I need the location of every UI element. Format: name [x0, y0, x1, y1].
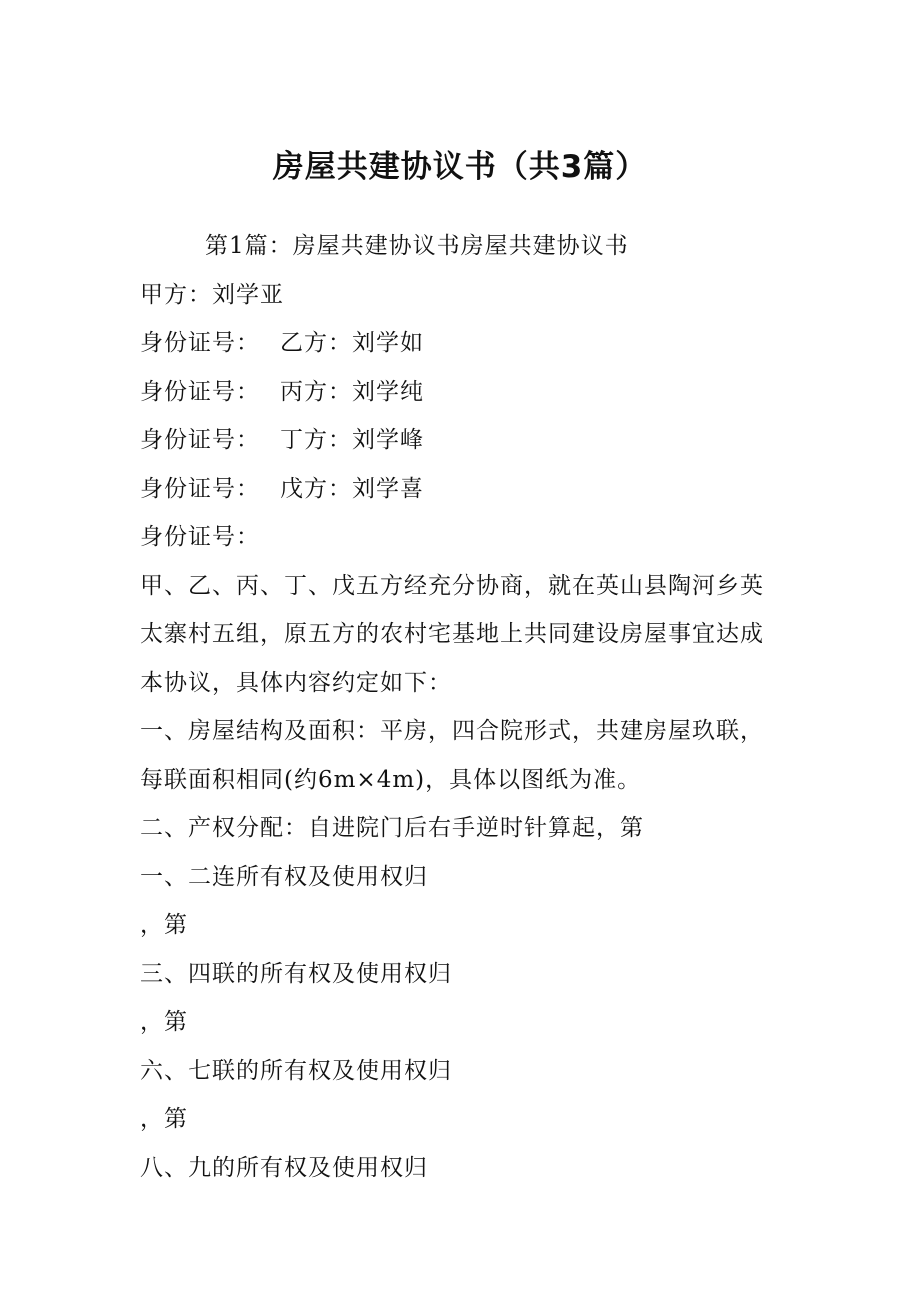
- clause-2-line: 六、七联的所有权及使用权归: [140, 1057, 452, 1084]
- party-c-line: [140, 368, 820, 417]
- document-body: [140, 222, 820, 1192]
- clause-2-line: ，第: [140, 1106, 188, 1132]
- clause-2-line: 一、二连所有权及使用权归: [140, 863, 428, 890]
- party-a-line: 甲方：刘学亚: [140, 281, 284, 308]
- id-label: 身份证号：: [140, 330, 260, 356]
- clause-2-line: 三、四联的所有权及使用权归: [140, 960, 452, 987]
- intro-line: 太寨村五组，原五方的农村宅基地上共同建设房屋事宜达成: [140, 621, 764, 647]
- clause-1-line: 一、房屋结构及面积：平房，四合院形式，共建房屋玖联，: [140, 718, 764, 744]
- clause-1-line: 每联面积相同(约6m×4m)，具体以图纸为准。: [140, 766, 642, 793]
- party-b-line: [140, 319, 820, 368]
- id-label-line: 身份证号：: [140, 524, 260, 550]
- id-label: 身份证号：: [140, 475, 260, 502]
- id-label: 身份证号：: [140, 427, 260, 453]
- party-b-name: 乙方：刘学如: [280, 330, 424, 356]
- party-d-line: [140, 416, 820, 465]
- clause-2-line: 二、产权分配：自进院门后右手逆时针算起，第: [140, 815, 644, 841]
- clause-2-line: ，第: [140, 912, 188, 938]
- party-c-name: 丙方：刘学纯: [280, 378, 424, 405]
- party-e-name: 戊方：刘学喜: [280, 475, 424, 502]
- party-d-name: 丁方：刘学峰: [280, 427, 424, 453]
- section-heading: 第1篇：房屋共建协议书房屋共建协议书: [205, 233, 629, 259]
- intro-line: 甲、乙、丙、丁、戊五方经充分协商，就在英山县陶河乡英: [140, 572, 764, 599]
- clause-2-line: ，第: [140, 1009, 188, 1035]
- document-title: 房屋共建协议书（共3篇）: [272, 149, 648, 185]
- id-label: 身份证号：: [140, 378, 260, 405]
- party-e-line: [140, 465, 820, 514]
- clause-2-line: 八、九的所有权及使用权归: [140, 1154, 428, 1181]
- intro-line: 本协议，具体内容约定如下：: [140, 669, 452, 696]
